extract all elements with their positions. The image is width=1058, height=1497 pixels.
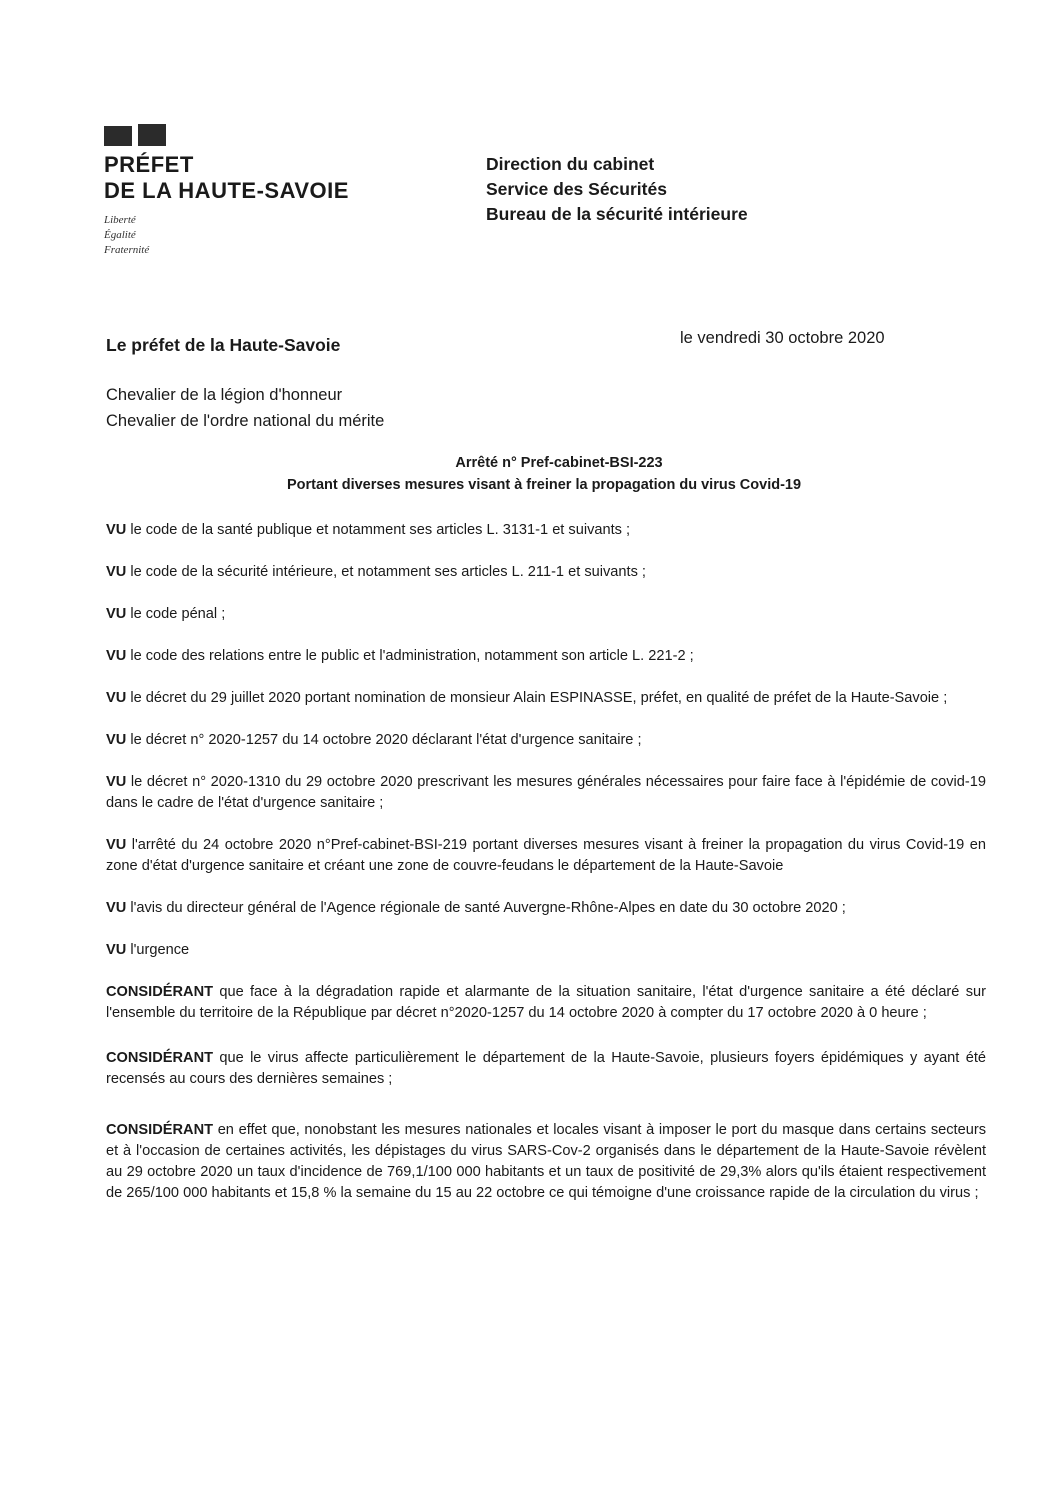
paragraph bbox=[106, 898, 986, 919]
paragraph-text: que le virus affecte particulièrement le département de la Haute-Savoie, plusieurs foyers épidémiques y ayant été recensés au cours des dernières semaines ; bbox=[106, 1050, 986, 1087]
honor-line1: Chevalier de la légion d'honneur bbox=[106, 386, 343, 404]
paragraph-lead: CONSIDÉRANT bbox=[106, 984, 214, 1000]
motto-liberte: Liberté bbox=[104, 214, 136, 226]
paragraph-lead: CONSIDÉRANT bbox=[106, 1122, 214, 1138]
document-date: le vendredi 30 octobre 2020 bbox=[680, 329, 885, 347]
paragraph-text: le code pénal ; bbox=[126, 606, 226, 622]
paragraph bbox=[106, 982, 986, 1024]
paragraph bbox=[106, 940, 986, 961]
motto-egalite: Égalité bbox=[104, 229, 136, 241]
paragraph-lead: VU bbox=[106, 690, 127, 706]
paragraph-text: l'arrêté du 24 octobre 2020 n°Pref-cabinet-BSI-219 portant diverses mesures visant à freiner la propagation du virus Covid-19 en zone d'état d'urgence sanitaire et créant une zone de couvre-feudans le département de la Haute-Savoie bbox=[106, 837, 986, 874]
paragraph-lead: CONSIDÉRANT bbox=[106, 1050, 214, 1066]
paragraph-text: l'urgence bbox=[126, 942, 190, 958]
paragraph-text: que face à la dégradation rapide et alarmante de la situation sanitaire, l'état d'urgence sanitaire a été déclaré sur l'ensemble du territoire de la République par décret n°2020-1257 du 14 octobre 2020 à compter du 17 octobre 2020 à 0 heure ; bbox=[106, 984, 986, 1021]
paragraph bbox=[106, 772, 986, 814]
paragraph bbox=[106, 1120, 986, 1204]
paragraph-lead: VU bbox=[106, 900, 127, 916]
paragraph-text: l'avis du directeur général de l'Agence régionale de santé Auvergne-Rhône-Alpes en date du 30 octobre 2020 ; bbox=[126, 900, 846, 916]
paragraph bbox=[106, 835, 986, 877]
issuing-service bbox=[486, 152, 748, 227]
logo-mark-right bbox=[138, 124, 166, 146]
prefecture-title-line1: PRÉFET bbox=[104, 152, 194, 177]
honor-line2: Chevalier de l'ordre national du mérite bbox=[106, 412, 385, 430]
prefecture-title bbox=[104, 152, 349, 204]
arrete-heading bbox=[0, 452, 1058, 496]
paragraph-lead: VU bbox=[106, 648, 127, 664]
logo-mark-left bbox=[104, 126, 132, 146]
paragraph bbox=[106, 520, 986, 541]
service-line2: Service des Sécurités bbox=[486, 179, 667, 199]
paragraph-text: le code des relations entre le public et l'administration, notamment son article L. 221-2 ; bbox=[126, 648, 694, 664]
marianne-logo-icon bbox=[104, 124, 168, 148]
paragraph-lead: VU bbox=[106, 606, 127, 622]
paragraph-lead: VU bbox=[106, 942, 127, 958]
paragraph-lead: VU bbox=[106, 564, 127, 580]
paragraph-text: le décret du 29 juillet 2020 portant nomination de monsieur Alain ESPINASSE, préfet, en qualité de préfet de la Haute-Savoie ; bbox=[126, 690, 948, 706]
service-line1: Direction du cabinet bbox=[486, 154, 655, 174]
paragraph-lead: VU bbox=[106, 522, 127, 538]
paragraph bbox=[106, 730, 986, 751]
signatory-name: Le préfet de la Haute-Savoie bbox=[106, 335, 341, 355]
arrete-subject: Portant diverses mesures visant à freiner la propagation du virus Covid-19 bbox=[286, 477, 802, 493]
republic-motto bbox=[104, 213, 149, 258]
paragraph-lead: VU bbox=[106, 732, 127, 748]
prefecture-title-line2: DE LA HAUTE-SAVOIE bbox=[104, 178, 349, 203]
paragraph-text: le décret n° 2020-1310 du 29 octobre 2020 prescrivant les mesures générales nécessaires pour faire face à l'épidémie de covid-19 dans le cadre de l'état d'urgence sanitaire ; bbox=[106, 774, 986, 811]
paragraph-lead: VU bbox=[106, 837, 127, 853]
paragraph bbox=[106, 604, 986, 625]
document-body bbox=[106, 520, 986, 1204]
paragraph-text: en effet que, nonobstant les mesures nationales et locales visant à imposer le port du masque dans certains secteurs et à l'occasion de certaines activités, les dépistages du virus SARS-Cov-2 organisés dans le département de la Haute-Savoie révèlent au 29 octobre 2020 un taux d'incidence de 769,1/100 000 habitants et un taux de positivité de 29,3% alors qu'ils étaient respectivement de 265/100 000 habitants et 15,8 % la semaine du 15 au 22 octobre ce qui témoigne d'une croissance rapide de la circulation du virus ; bbox=[106, 1122, 986, 1201]
motto-fraternite: Fraternité bbox=[104, 244, 150, 256]
service-line3: Bureau de la sécurité intérieure bbox=[486, 204, 748, 224]
paragraph-text: le code de la sécurité intérieure, et notamment ses articles L. 211-1 et suivants ; bbox=[126, 564, 646, 580]
paragraph-text: le décret n° 2020-1257 du 14 octobre 2020 déclarant l'état d'urgence sanitaire ; bbox=[126, 732, 642, 748]
paragraph bbox=[106, 688, 986, 709]
paragraph bbox=[106, 646, 986, 667]
paragraph bbox=[106, 1048, 986, 1090]
paragraph-text: le code de la santé publique et notamment ses articles L. 3131-1 et suivants ; bbox=[126, 522, 631, 538]
paragraph bbox=[106, 562, 986, 583]
paragraph-lead: VU bbox=[106, 774, 127, 790]
signatory-honors bbox=[106, 382, 384, 434]
arrete-number: Arrêté n° Pref-cabinet-BSI-223 bbox=[455, 455, 663, 471]
